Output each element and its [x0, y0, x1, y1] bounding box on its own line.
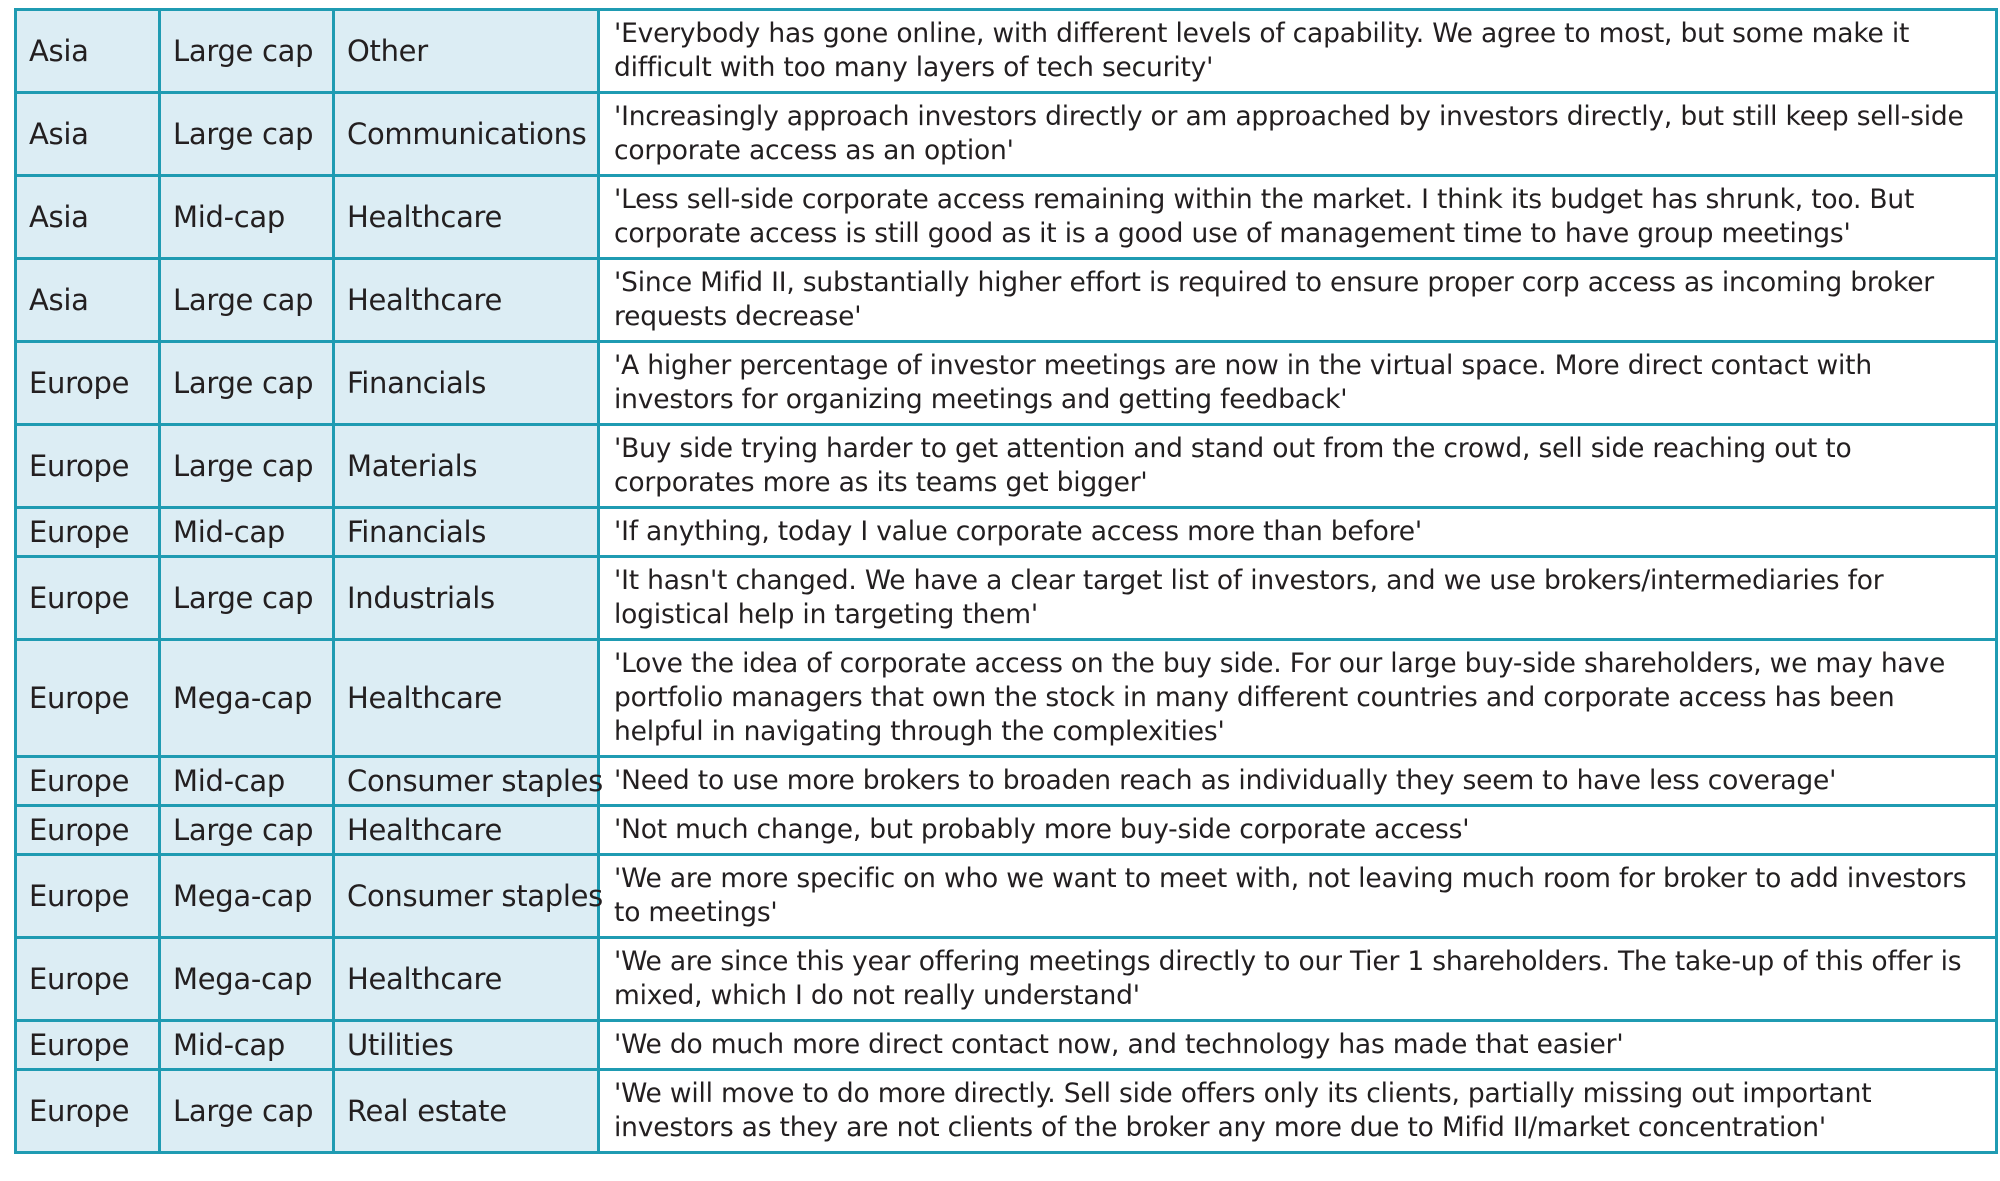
table-row	[16, 508, 1997, 557]
table-row	[16, 259, 1997, 342]
market-cap-cell: Mid-cap	[160, 508, 334, 557]
sector-cell: Financials	[334, 508, 599, 557]
market-cap-cell: Large cap	[160, 93, 334, 176]
region-cell: Europe	[16, 640, 160, 757]
market-cap-cell: Mid-cap	[160, 1021, 334, 1070]
region-cell: Asia	[16, 259, 160, 342]
quote-cell: 'If anything, today I value corporate access more than before'	[599, 508, 1997, 557]
table-row	[16, 938, 1997, 1021]
table-row	[16, 640, 1997, 757]
region-cell: Asia	[16, 176, 160, 259]
market-cap-cell: Large cap	[160, 557, 334, 640]
sector-cell: Financials	[334, 342, 599, 425]
table-row	[16, 806, 1997, 855]
quote-cell: 'Increasingly approach investors directly or am approached by investors directly, but still keep sell-side corporate access as an option'	[599, 93, 1997, 176]
quote-cell: 'We do much more direct contact now, and technology has made that easier'	[599, 1021, 1997, 1070]
quote-cell: 'We are more specific on who we want to meet with, not leaving much room for broker to add investors to meetings'	[599, 855, 1997, 938]
region-cell: Europe	[16, 757, 160, 806]
region-cell: Europe	[16, 342, 160, 425]
quote-cell: 'We are since this year offering meetings directly to our Tier 1 shareholders. The take-up of this offer is mixed, which I do not really understand'	[599, 938, 1997, 1021]
region-cell: Asia	[16, 10, 160, 93]
market-cap-cell: Mega-cap	[160, 938, 334, 1021]
region-cell: Asia	[16, 93, 160, 176]
quote-cell: 'Not much change, but probably more buy-side corporate access'	[599, 806, 1997, 855]
sector-cell: Communications	[334, 93, 599, 176]
table-row	[16, 1070, 1997, 1153]
quote-cell: 'Everybody has gone online, with different levels of capability. We agree to most, but some make it difficult with too many layers of tech security'	[599, 10, 1997, 93]
region-cell: Europe	[16, 855, 160, 938]
quote-cell: 'It hasn't changed. We have a clear target list of investors, and we use brokers/intermediaries for logistical help in targeting them'	[599, 557, 1997, 640]
table-row	[16, 176, 1997, 259]
sector-cell: Consumer staples	[334, 855, 599, 938]
quote-cell: 'We will move to do more directly. Sell side offers only its clients, partially missing out important investors as they are not clients of the broker any more due to Mifid II/market concentration'	[599, 1070, 1997, 1153]
survey-quotes-table-wrapper	[14, 8, 1998, 1154]
market-cap-cell: Large cap	[160, 1070, 334, 1153]
quote-cell: 'Less sell-side corporate access remaining within the market. I think its budget has shrunk, too. But corporate access is still good as it is a good use of management time to have group meetings'	[599, 176, 1997, 259]
market-cap-cell: Large cap	[160, 806, 334, 855]
market-cap-cell: Mega-cap	[160, 640, 334, 757]
quote-cell: 'Love the idea of corporate access on the buy side. For our large buy-side shareholders, we may have portfolio managers that own the stock in many different countries and corporate access has been helpful in navigating through the complexities'	[599, 640, 1997, 757]
sector-cell: Materials	[334, 425, 599, 508]
market-cap-cell: Large cap	[160, 342, 334, 425]
survey-quotes-table	[14, 8, 1998, 1154]
table-row	[16, 855, 1997, 938]
quote-cell: 'Buy side trying harder to get attention and stand out from the crowd, sell side reaching out to corporates more as its teams get bigger'	[599, 425, 1997, 508]
sector-cell: Healthcare	[334, 640, 599, 757]
region-cell: Europe	[16, 1021, 160, 1070]
market-cap-cell: Mid-cap	[160, 757, 334, 806]
table-row	[16, 557, 1997, 640]
sector-cell: Healthcare	[334, 176, 599, 259]
table-body	[16, 10, 1997, 1153]
table-row	[16, 1021, 1997, 1070]
quote-cell: 'Since Mifid II, substantially higher effort is required to ensure proper corp access as incoming broker requests decrease'	[599, 259, 1997, 342]
market-cap-cell: Mid-cap	[160, 176, 334, 259]
region-cell: Europe	[16, 938, 160, 1021]
region-cell: Europe	[16, 1070, 160, 1153]
market-cap-cell: Large cap	[160, 10, 334, 93]
sector-cell: Utilities	[334, 1021, 599, 1070]
sector-cell: Consumer staples	[334, 757, 599, 806]
table-row	[16, 757, 1997, 806]
region-cell: Europe	[16, 806, 160, 855]
market-cap-cell: Large cap	[160, 259, 334, 342]
region-cell: Europe	[16, 508, 160, 557]
market-cap-cell: Large cap	[160, 425, 334, 508]
quote-cell: 'A higher percentage of investor meetings are now in the virtual space. More direct contact with investors for organizing meetings and getting feedback'	[599, 342, 1997, 425]
sector-cell: Healthcare	[334, 938, 599, 1021]
region-cell: Europe	[16, 425, 160, 508]
sector-cell: Other	[334, 10, 599, 93]
sector-cell: Healthcare	[334, 806, 599, 855]
market-cap-cell: Mega-cap	[160, 855, 334, 938]
table-row	[16, 425, 1997, 508]
table-row	[16, 93, 1997, 176]
sector-cell: Healthcare	[334, 259, 599, 342]
sector-cell: Real estate	[334, 1070, 599, 1153]
table-row	[16, 10, 1997, 93]
quote-cell: 'Need to use more brokers to broaden reach as individually they seem to have less coverage'	[599, 757, 1997, 806]
region-cell: Europe	[16, 557, 160, 640]
table-row	[16, 342, 1997, 425]
sector-cell: Industrials	[334, 557, 599, 640]
